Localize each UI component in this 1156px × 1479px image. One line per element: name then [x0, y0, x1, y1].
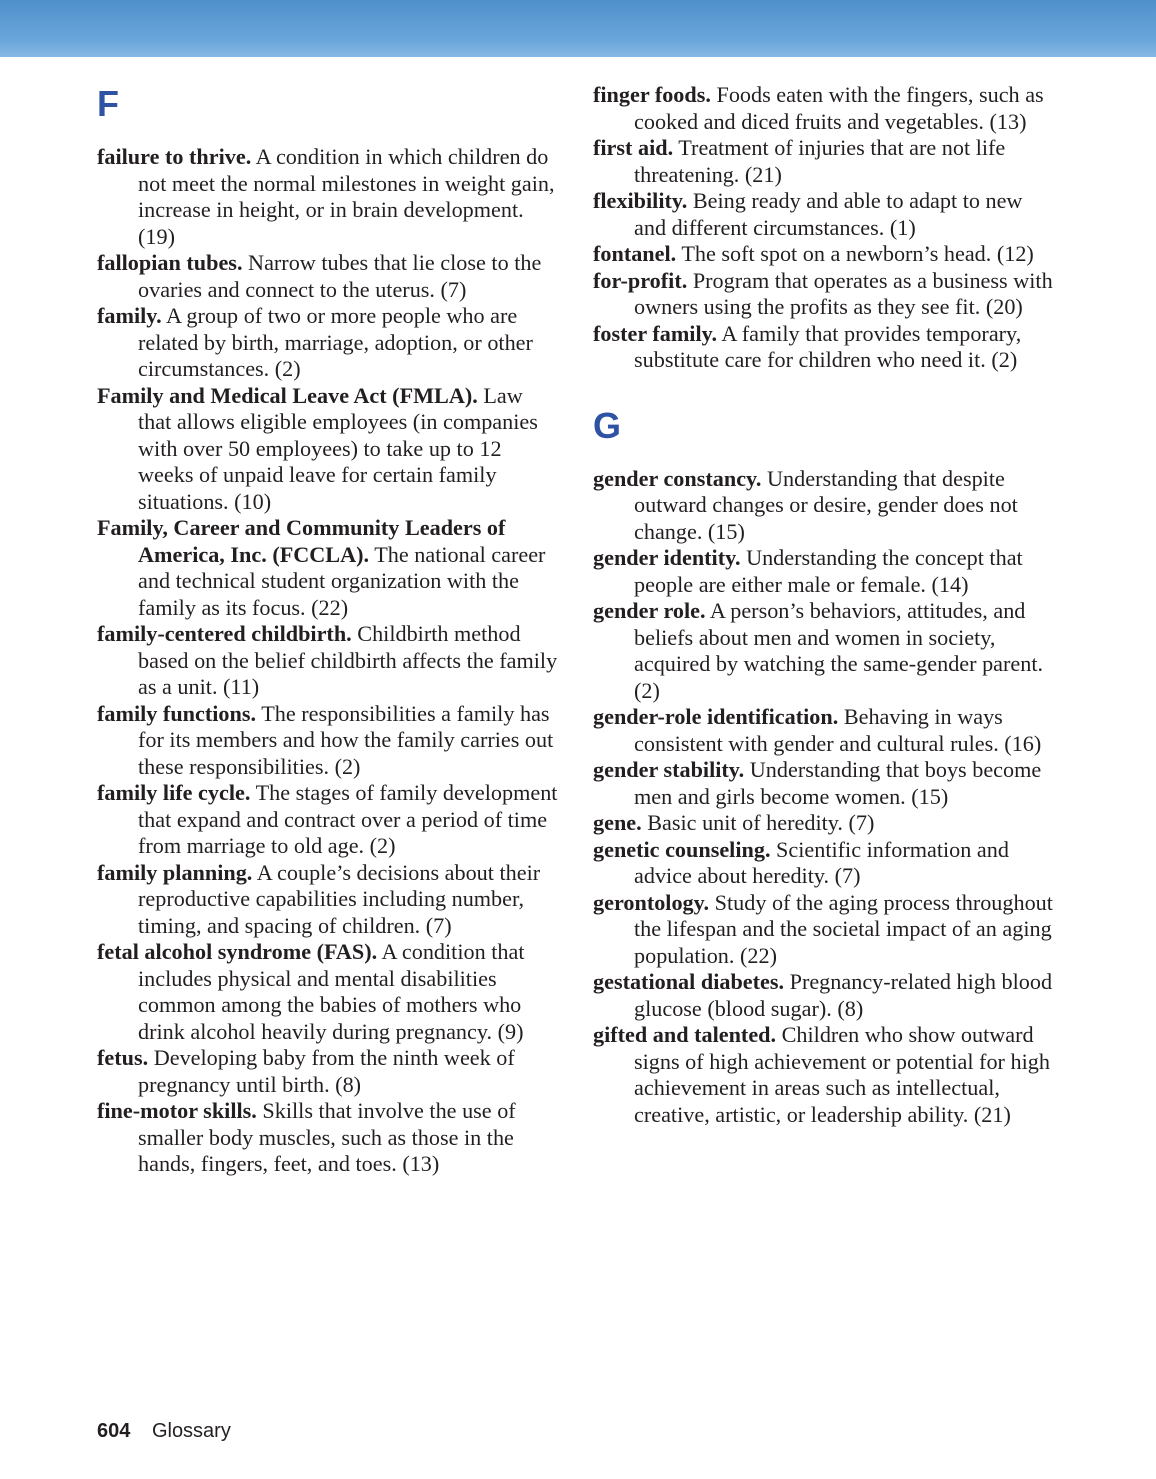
glossary-entry — [593, 241, 1055, 268]
entry-list-f-continued — [593, 82, 1055, 374]
glossary-definition: The national career and technical student organization with the family as its focus. (22) — [138, 541, 546, 620]
glossary-definition: Behaving in ways consistent with gender and cultural rules. (16) — [634, 704, 1042, 756]
glossary-entry — [593, 810, 1055, 837]
glossary-entry — [97, 1045, 559, 1098]
glossary-term: for-profit. — [593, 267, 688, 293]
glossary-entry — [97, 621, 559, 701]
left-column — [97, 82, 559, 1178]
glossary-term: fallopian tubes. — [97, 250, 243, 275]
glossary-entry — [97, 250, 559, 303]
glossary-definition: A condition in which children do not meet the normal milestones in weight gain, increase in height, or in brain development. (19) — [138, 144, 555, 249]
glossary-definition: Being ready and able to adapt to new and different circumstances. (1) — [634, 188, 1023, 240]
entry-list-g — [593, 466, 1055, 1129]
glossary-entry — [593, 545, 1055, 598]
glossary-definition: Study of the aging process throughout the lifespan and the societal impact of an aging population. (22) — [634, 889, 1053, 968]
glossary-term: failure to thrive. — [97, 144, 252, 169]
glossary-entry — [593, 969, 1055, 1022]
glossary-definition: Understanding that boys become men and girls become women. (15) — [634, 757, 1042, 809]
glossary-entry — [593, 704, 1055, 757]
section-letter-g: G — [593, 404, 622, 446]
glossary-entry — [593, 598, 1055, 704]
glossary-entry — [593, 757, 1055, 810]
glossary-definition: Understanding the concept that people are either male or female. (14) — [634, 545, 1023, 597]
glossary-definition: The responsibilities a family has for its members and how the family carries out these responsibilities. (2) — [138, 700, 554, 779]
glossary-term: fetal alcohol syndrome (FAS). — [97, 939, 378, 964]
right-column — [593, 82, 1055, 1128]
glossary-entry — [97, 701, 559, 781]
glossary-definition: The soft spot on a newborn’s head. (12) — [681, 241, 1034, 266]
glossary-definition: A couple’s decisions about their reproductive capabilities including number, timing, and spacing of children. (7) — [138, 859, 541, 938]
glossary-definition: A family that provides temporary, substitute care for children who need it. (2) — [634, 320, 1022, 372]
glossary-term: genetic counseling. — [593, 836, 771, 862]
glossary-definition: Program that operates as a business with owners using the profits as they see fit. (20) — [634, 267, 1053, 319]
glossary-entry — [97, 515, 559, 621]
glossary-entry — [97, 860, 559, 940]
glossary-term: gender constancy. — [593, 465, 762, 491]
section-name: Glossary — [151, 1420, 231, 1442]
glossary-entry — [593, 1022, 1055, 1128]
glossary-entry — [593, 466, 1055, 546]
glossary-term: family-centered childbirth. — [97, 621, 352, 646]
glossary-entry — [593, 890, 1055, 970]
glossary-entry — [593, 837, 1055, 890]
glossary-definition: Developing baby from the ninth week of pregnancy until birth. (8) — [138, 1045, 515, 1097]
glossary-term: gender role. — [593, 598, 706, 623]
glossary-term: gene. — [593, 810, 642, 835]
glossary-entry — [593, 135, 1055, 188]
glossary-term: gerontology. — [593, 889, 710, 915]
glossary-definition: Pregnancy-related high blood glucose (blood sugar). (8) — [634, 969, 1053, 1021]
glossary-definition: Foods eaten with the fingers, such as cooked and diced fruits and vegetables. (13) — [634, 82, 1044, 134]
glossary-definition: Narrow tubes that lie close to the ovaries and connect to the uterus. (7) — [138, 250, 542, 302]
glossary-entry — [97, 144, 559, 250]
entry-list-f — [97, 144, 559, 1178]
glossary-term: family. — [97, 303, 162, 328]
glossary-term: gender identity. — [593, 545, 741, 570]
glossary-definition: Skills that involve the use of smaller body muscles, such as those in the hands, fingers, feet, and toes. (13) — [138, 1098, 516, 1176]
glossary-term: gender-role identification. — [593, 704, 839, 729]
glossary-term: gestational diabetes. — [593, 969, 785, 994]
glossary-entry — [97, 303, 559, 383]
glossary-term: foster family. — [593, 320, 718, 346]
glossary-definition: Treatment of injuries that are not life threatening. (21) — [634, 135, 1006, 187]
glossary-entry — [593, 321, 1055, 374]
glossary-definition: Law that allows eligible employees (in companies with over 50 employees) to take up to 12 weeks of unpaid leave for certain family situations. (10) — [138, 382, 538, 514]
glossary-term: fetus. — [97, 1045, 149, 1070]
glossary-term: Family, Career and Community Leaders of America, Inc. (FCCLA). — [97, 515, 506, 567]
glossary-entry — [593, 188, 1055, 241]
glossary-term: family planning. — [97, 859, 253, 885]
glossary-entry — [97, 1098, 559, 1178]
page-number: 604 — [97, 1420, 131, 1442]
header-band — [0, 0, 1156, 57]
glossary-entry — [97, 780, 559, 860]
glossary-definition: Children who show outward signs of high achievement or potential for high achievement in areas such as intellectual, creative, artistic, or leadership ability. (21) — [634, 1022, 1050, 1127]
section-letter-f: F — [97, 83, 119, 124]
glossary-term: gender stability. — [593, 757, 745, 782]
glossary-definition: Scientific information and advice about heredity. (7) — [634, 836, 1009, 888]
glossary-entry — [593, 82, 1055, 135]
glossary-term: Family and Medical Leave Act (FMLA). — [97, 382, 478, 408]
glossary-definition: A condition that includes physical and mental disabilities common among the babies of mothers who drink alcohol heavily during pregnancy. (9) — [138, 939, 525, 1044]
glossary-definition: The stages of family development that expand and contract over a period of time from marriage to old age. (2) — [138, 780, 558, 858]
glossary-definition: Childbirth method based on the belief childbirth affects the family as a unit. (11) — [138, 621, 558, 699]
glossary-term: fontanel. — [593, 241, 677, 266]
glossary-definition: Basic unit of heredity. (7) — [647, 810, 875, 835]
glossary-term: family functions. — [97, 700, 257, 726]
glossary-term: flexibility. — [593, 188, 688, 213]
glossary-term: first aid. — [593, 135, 674, 160]
glossary-term: family life cycle. — [97, 780, 251, 805]
glossary-term: fine-motor skills. — [97, 1098, 257, 1123]
glossary-entry — [593, 268, 1055, 321]
glossary-entry — [97, 383, 559, 516]
glossary-term: finger foods. — [593, 82, 711, 107]
glossary-term: gifted and talented. — [593, 1022, 777, 1047]
glossary-definition: A group of two or more people who are related by birth, marriage, adoption, or other circumstances. (2) — [138, 303, 533, 381]
glossary-definition: Understanding that despite outward changes or desire, gender does not change. (15) — [634, 465, 1018, 544]
glossary-entry — [97, 939, 559, 1045]
glossary-definition: A person’s behaviors, attitudes, and beliefs about men and women in society, acquired by watching the same-gender parent. (2) — [634, 598, 1044, 703]
page-footer — [97, 1420, 231, 1443]
